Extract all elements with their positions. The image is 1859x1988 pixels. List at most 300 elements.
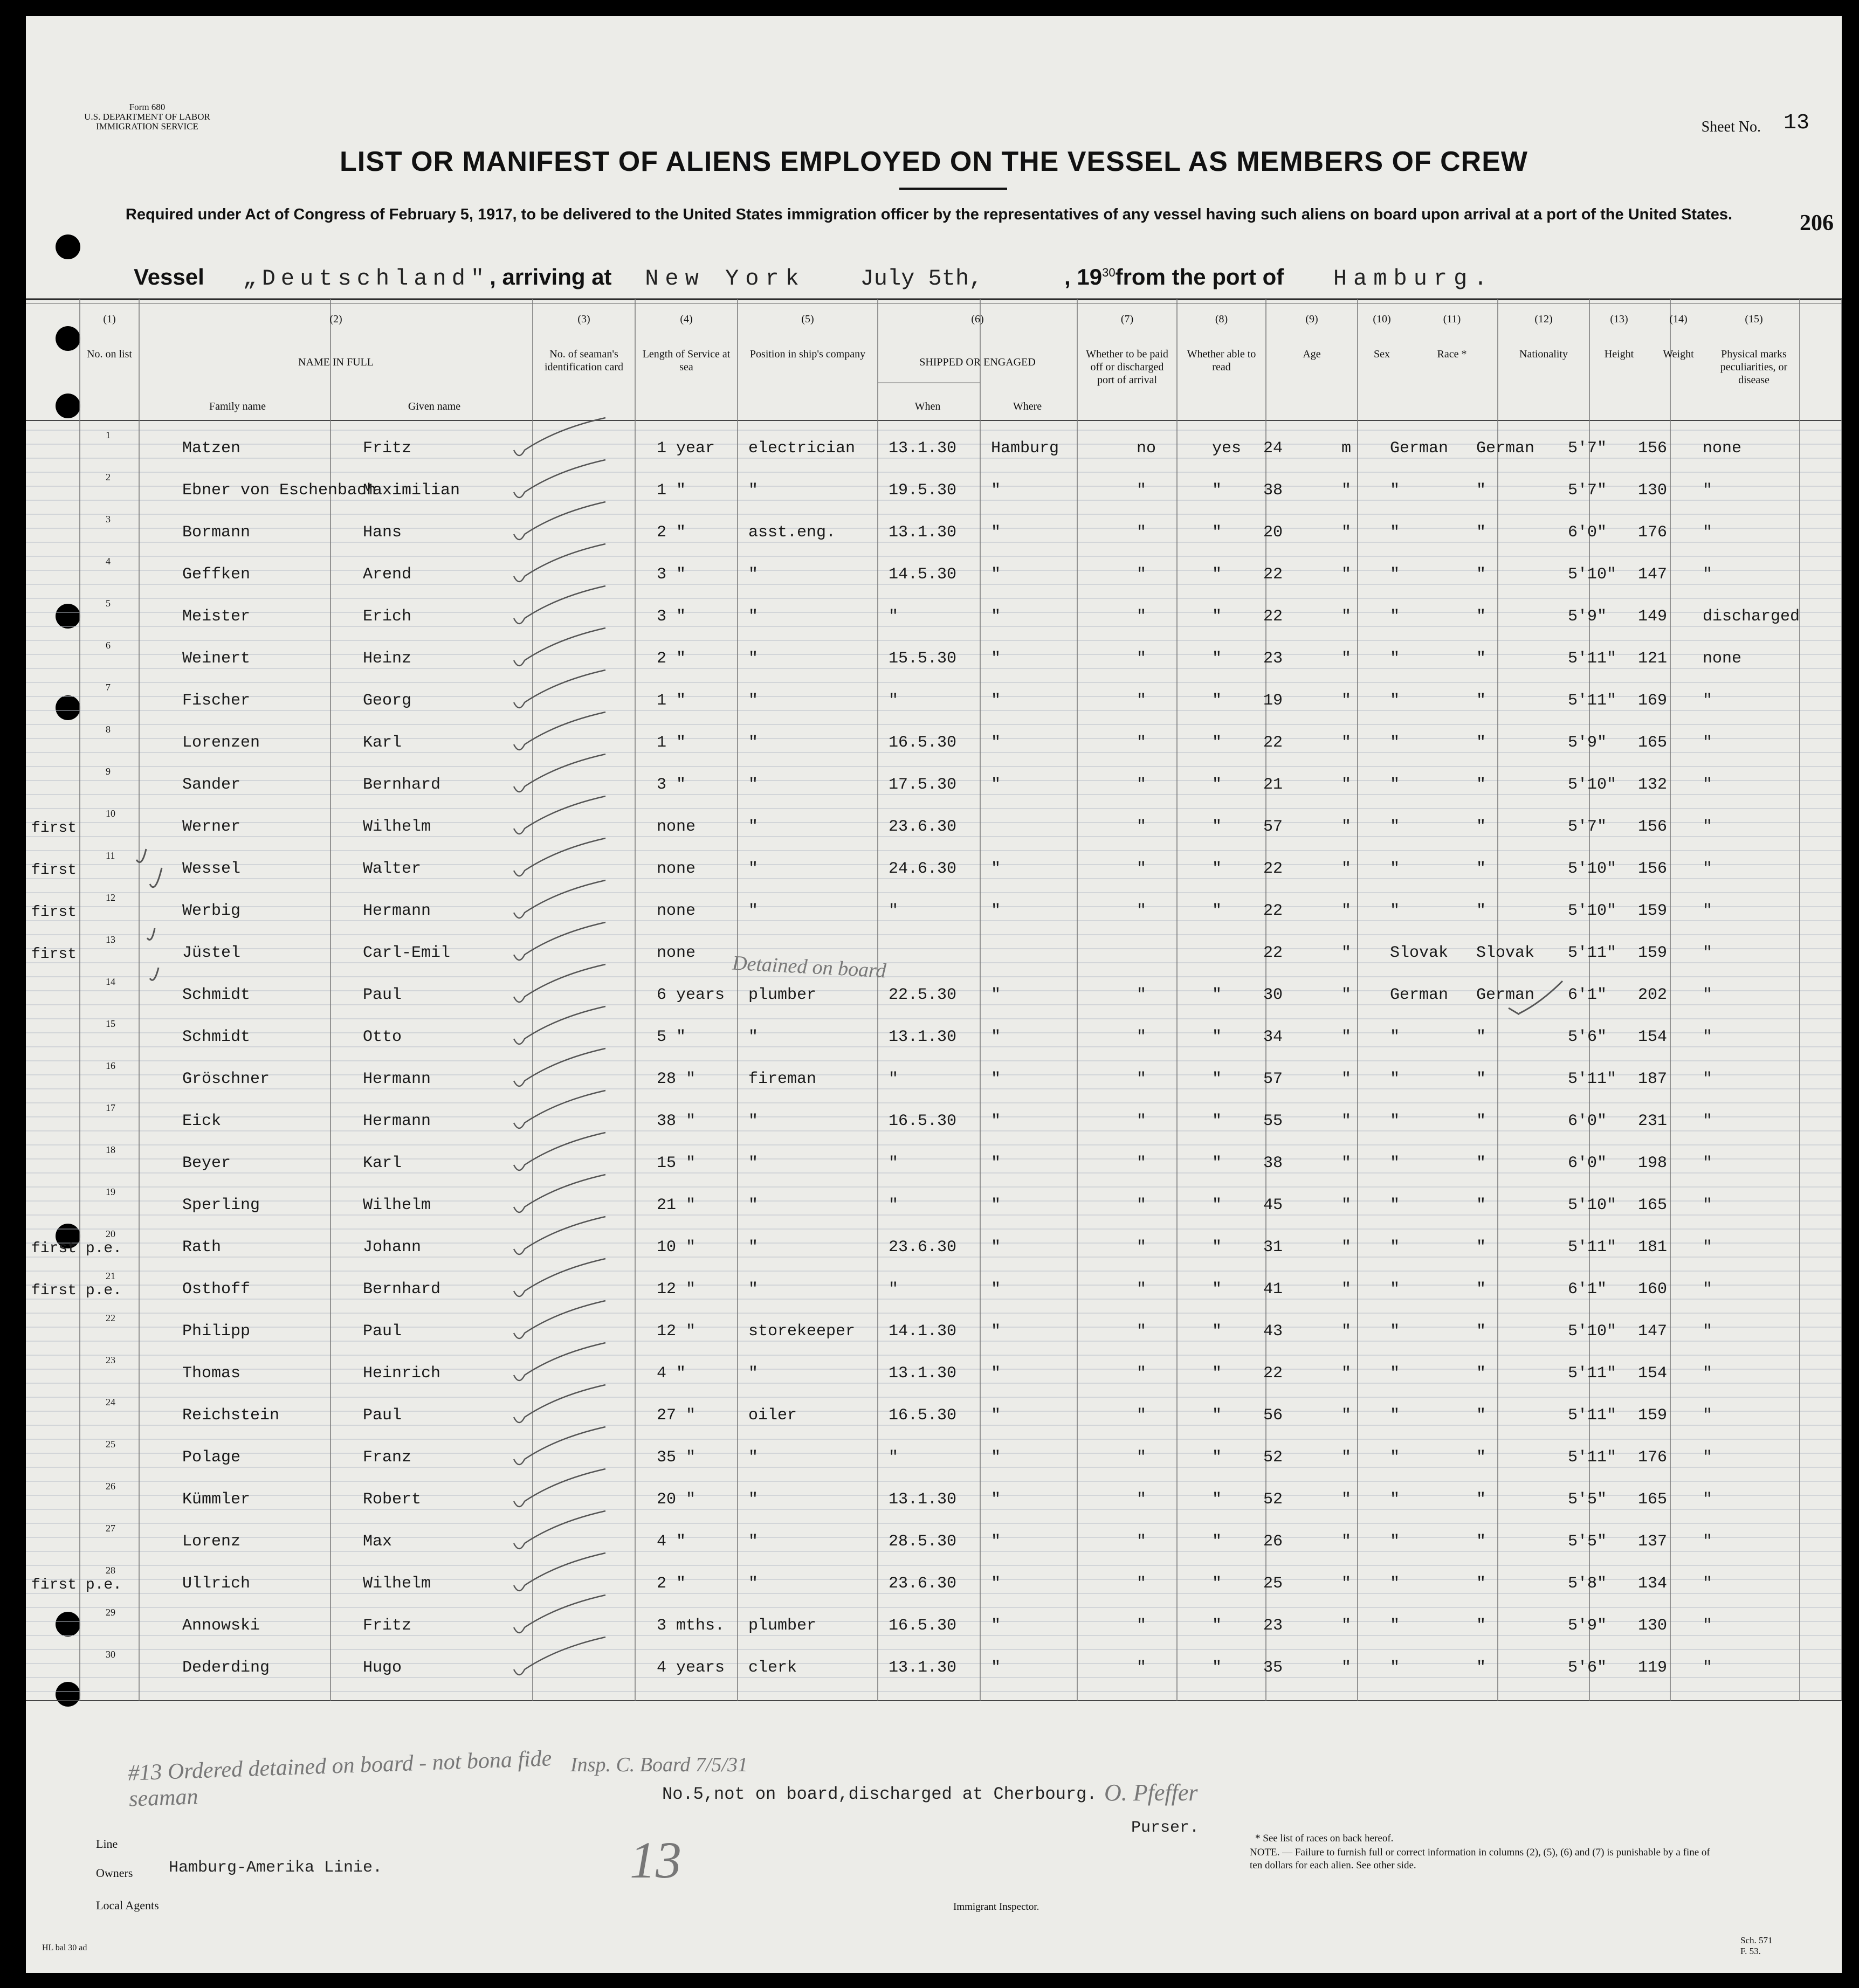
column-number: (15) <box>1745 313 1763 325</box>
physical-marks: discharged <box>1703 608 1800 626</box>
able-to-read: " <box>1212 1659 1222 1677</box>
nationality: " <box>1476 1659 1486 1677</box>
column-number: (8) <box>1215 313 1228 325</box>
given-name: Hermann <box>363 902 431 920</box>
given-name: Wilhelm <box>363 1196 431 1214</box>
sex: " <box>1341 1070 1352 1088</box>
able-to-read: " <box>1212 1364 1222 1383</box>
race: " <box>1390 1154 1400 1172</box>
shipped-when: 13.1.30 <box>889 1490 957 1509</box>
family-name: Rath <box>182 1238 222 1257</box>
able-to-read: " <box>1212 986 1222 1004</box>
paid-off: " <box>1137 1070 1147 1088</box>
print-code: HL bal 30 ad <box>42 1943 87 1952</box>
row-number: 19 <box>106 1186 115 1197</box>
length-of-service: none <box>657 902 696 920</box>
checkmark-group <box>136 849 1562 1014</box>
length-of-service: 3 mths. <box>657 1617 725 1635</box>
shipped-where: " <box>991 1533 1001 1551</box>
race: " <box>1390 1028 1400 1046</box>
cherbourg-note: No.5,not on board,discharged at Cherbourg. <box>662 1784 1097 1804</box>
family-name: Matzen <box>182 439 241 458</box>
age: 19 <box>1263 692 1283 710</box>
position: " <box>748 1154 759 1172</box>
races-note: * See list of races on back hereof. <box>1255 1833 1394 1844</box>
height: 5'9" <box>1568 1617 1607 1635</box>
shipped-where: " <box>991 1322 1001 1341</box>
age: 22 <box>1263 860 1283 878</box>
column-label: NAME IN FULL <box>298 356 374 368</box>
race: " <box>1390 1322 1400 1341</box>
length-of-service: 1 " <box>657 692 686 710</box>
weight: 154 <box>1638 1028 1668 1046</box>
family-name: Werbig <box>182 902 241 920</box>
nationality: " <box>1476 608 1486 626</box>
column-label: No. on list <box>87 348 132 360</box>
length-of-service: 2 " <box>657 650 686 668</box>
row-number: 20 <box>106 1228 115 1239</box>
margin-note: first p.e. <box>31 1282 122 1299</box>
paid-off: " <box>1137 776 1147 794</box>
shipped-when: " <box>889 1154 899 1172</box>
able-to-read: " <box>1212 481 1222 500</box>
physical-marks: " <box>1703 1280 1713 1299</box>
column-sublabel: Family name <box>209 401 266 412</box>
shipped-where: " <box>991 1448 1001 1467</box>
shipped-where: " <box>991 1154 1001 1172</box>
length-of-service: 4 " <box>657 1364 686 1383</box>
physical-marks: " <box>1703 818 1713 836</box>
race: " <box>1390 860 1400 878</box>
from-port: Hamburg. <box>1333 266 1494 292</box>
department: U.S. DEPARTMENT OF LABOR <box>84 112 210 122</box>
family-name: Dederding <box>182 1659 270 1677</box>
position: " <box>748 1533 759 1551</box>
able-to-read: " <box>1212 1238 1222 1257</box>
able-to-read: " <box>1212 1112 1222 1130</box>
race: " <box>1390 1070 1400 1088</box>
big-number: 13 <box>630 1831 681 1889</box>
given-name: Max <box>363 1533 393 1551</box>
weight: 156 <box>1638 860 1668 878</box>
length-of-service: 12 " <box>657 1280 696 1299</box>
column-label: Race * <box>1437 348 1467 360</box>
shipped-where: " <box>991 1406 1001 1425</box>
weight: 159 <box>1638 902 1668 920</box>
family-name: Wessel <box>182 860 241 878</box>
physical-marks: " <box>1703 565 1713 584</box>
race: " <box>1390 1364 1400 1383</box>
age: 20 <box>1263 523 1283 542</box>
height: 5'11" <box>1568 692 1617 710</box>
length-of-service: 28 " <box>657 1070 696 1088</box>
family-name: Osthoff <box>182 1280 251 1299</box>
family-name: Philipp <box>182 1322 251 1341</box>
family-name: Polage <box>182 1448 241 1467</box>
column-number: (14) <box>1669 313 1688 325</box>
shipped-when: 13.1.30 <box>889 1364 957 1383</box>
form-number: Form 680 <box>129 102 166 112</box>
family-name: Reichstein <box>182 1406 280 1425</box>
column-number: (13) <box>1610 313 1628 325</box>
paid-off: " <box>1137 608 1147 626</box>
physical-marks: " <box>1703 1322 1713 1341</box>
sex: " <box>1341 1322 1352 1341</box>
paid-off: " <box>1137 1280 1147 1299</box>
height: 5'10" <box>1568 1322 1617 1341</box>
pencil-annotations <box>26 16 1842 1973</box>
length-of-service: 20 " <box>657 1490 696 1509</box>
family-name: Bormann <box>182 523 251 542</box>
family-name: Fischer <box>182 692 251 710</box>
physical-marks: " <box>1703 1112 1713 1130</box>
paid-off: " <box>1137 523 1147 542</box>
family-name: Thomas <box>182 1364 241 1383</box>
shipped-when: " <box>889 608 899 626</box>
schedule-code: Sch. 571 <box>1740 1935 1773 1945</box>
given-name: Arend <box>363 565 412 584</box>
length-of-service: 2 " <box>657 1575 686 1593</box>
fine-note: NOTE. — Failure to furnish full or correct information in columns (2), (5), (6) and (7) is punishable by a fine of ten dollars for each alien. See other side. <box>1250 1847 1710 1871</box>
given-name: Hans <box>363 523 402 542</box>
shipped-when: 28.5.30 <box>889 1533 957 1551</box>
row-number: 22 <box>106 1313 115 1323</box>
check-mark <box>147 928 155 940</box>
sex: " <box>1341 608 1352 626</box>
column-label: Position in ship's company <box>749 348 866 360</box>
sex: " <box>1341 1028 1352 1046</box>
shipped-where: Hamburg <box>991 439 1059 458</box>
given-name: Otto <box>363 1028 402 1046</box>
length-of-service: 4 " <box>657 1533 686 1551</box>
sheet-label: Sheet No. <box>1701 119 1761 135</box>
paid-off: " <box>1137 481 1147 500</box>
family-name: Lorenz <box>182 1533 241 1551</box>
able-to-read: " <box>1212 523 1222 542</box>
race: German <box>1390 439 1449 458</box>
column-label: Sex <box>1374 348 1390 360</box>
paid-off: " <box>1137 818 1147 836</box>
row-number: 28 <box>106 1565 115 1576</box>
column-number: (6) <box>971 313 984 325</box>
physical-marks: " <box>1703 734 1713 752</box>
year-suffix: 30 <box>1102 266 1116 279</box>
length-of-service: none <box>657 860 696 878</box>
able-to-read: " <box>1212 1490 1222 1509</box>
age: 24 <box>1263 439 1283 458</box>
length-of-service: 10 " <box>657 1238 696 1257</box>
shipped-when: 22.5.30 <box>889 986 957 1004</box>
nationality: " <box>1476 1322 1486 1341</box>
shipped-when: 16.5.30 <box>889 1617 957 1635</box>
given-name: Robert <box>363 1490 422 1509</box>
nationality: German <box>1476 439 1535 458</box>
shipped-when: 19.5.30 <box>889 481 957 500</box>
weight: 159 <box>1638 944 1668 962</box>
shipped-when: " <box>889 902 899 920</box>
page-subtitle: Required under Act of Congress of February 5, 1917, to be delivered to the United States immigration officer by the representatives of any vessel having such aliens on board upon arrival at a port of the United States. <box>125 206 1733 223</box>
age: 26 <box>1263 1533 1283 1551</box>
weight: 159 <box>1638 1406 1668 1425</box>
paid-off: " <box>1137 1028 1147 1046</box>
given-name: Wilhelm <box>363 1575 431 1593</box>
given-name: Heinrich <box>363 1364 441 1383</box>
check-mark <box>150 868 162 887</box>
age: 22 <box>1263 1364 1283 1383</box>
arrival-port: New York <box>645 266 805 292</box>
physical-marks: " <box>1703 1575 1713 1593</box>
shipped-where: " <box>991 692 1001 710</box>
sex: " <box>1341 818 1352 836</box>
given-name: Georg <box>363 692 412 710</box>
race: " <box>1390 523 1400 542</box>
weight: 202 <box>1638 986 1668 1004</box>
column-label: SHIPPED OR ENGAGED <box>919 356 1036 368</box>
paid-off: " <box>1137 1406 1147 1425</box>
height: 5'6" <box>1568 1659 1607 1677</box>
family-name: Werner <box>182 818 241 836</box>
row-number: 29 <box>106 1607 115 1618</box>
sex: " <box>1341 860 1352 878</box>
given-name: Franz <box>363 1448 412 1467</box>
height: 5'11" <box>1568 650 1617 668</box>
length-of-service: 15 " <box>657 1154 696 1172</box>
physical-marks: " <box>1703 1028 1713 1046</box>
shipped-when: 14.1.30 <box>889 1322 957 1341</box>
given-name: Carl-Emil <box>363 944 451 962</box>
position: asst.eng. <box>748 523 836 542</box>
margin-note: first <box>31 946 77 963</box>
family-name: Beyer <box>182 1154 231 1172</box>
position: storekeeper <box>748 1322 856 1341</box>
given-name: Paul <box>363 1322 402 1341</box>
age: 22 <box>1263 944 1283 962</box>
race: " <box>1390 1406 1400 1425</box>
age: 30 <box>1263 986 1283 1004</box>
family-name: Kümmler <box>182 1490 251 1509</box>
race: German <box>1390 986 1449 1004</box>
given-name: Fritz <box>363 439 412 458</box>
given-name: Fritz <box>363 1617 412 1635</box>
position: " <box>748 734 759 752</box>
height: 5'10" <box>1568 860 1617 878</box>
able-to-read: " <box>1212 734 1222 752</box>
paid-off: " <box>1137 1196 1147 1214</box>
physical-marks: " <box>1703 1196 1713 1214</box>
physical-marks: " <box>1703 1533 1713 1551</box>
nationality: " <box>1476 650 1486 668</box>
length-of-service: 1 year <box>657 439 715 458</box>
family-name: Gröschner <box>182 1070 270 1088</box>
position: " <box>748 650 759 668</box>
row-number: 7 <box>106 682 111 693</box>
weight: 176 <box>1638 523 1668 542</box>
age: 56 <box>1263 1406 1283 1425</box>
height: 5'9" <box>1568 734 1607 752</box>
arriving-label: , arriving at <box>490 264 612 289</box>
weight: 187 <box>1638 1070 1668 1088</box>
column-number: (12) <box>1534 313 1553 325</box>
shipped-when: 15.5.30 <box>889 650 957 668</box>
given-name: Maximilian <box>363 481 460 500</box>
shipped-where: " <box>991 986 1001 1004</box>
given-name: Bernhard <box>363 1280 441 1299</box>
shipped-where: " <box>991 1028 1001 1046</box>
column-number: (7) <box>1120 313 1134 325</box>
shipped-where: " <box>991 1364 1001 1383</box>
age: 22 <box>1263 734 1283 752</box>
length-of-service: 3 " <box>657 776 686 794</box>
from-label: from the port of <box>1115 264 1284 289</box>
column-number: (3) <box>577 313 590 325</box>
able-to-read: " <box>1212 1070 1222 1088</box>
paid-off: " <box>1137 1364 1147 1383</box>
weight: 156 <box>1638 439 1668 458</box>
height: 5'6" <box>1568 1028 1607 1046</box>
physical-marks: " <box>1703 481 1713 500</box>
race: " <box>1390 650 1400 668</box>
length-of-service: 6 years <box>657 986 725 1004</box>
shipped-when: 14.5.30 <box>889 565 957 584</box>
race: " <box>1390 1280 1400 1299</box>
able-to-read: " <box>1212 1028 1222 1046</box>
family-name: Schmidt <box>182 1028 251 1046</box>
column-number: (4) <box>680 313 693 325</box>
shipped-when: " <box>889 1280 899 1299</box>
column-sublabel: When <box>914 401 941 412</box>
given-name: Hugo <box>363 1659 402 1677</box>
nationality: " <box>1476 1448 1486 1467</box>
position: " <box>748 1490 759 1509</box>
weight: 132 <box>1638 776 1668 794</box>
age: 22 <box>1263 565 1283 584</box>
able-to-read: " <box>1212 860 1222 878</box>
weight: 149 <box>1638 608 1668 626</box>
race: Slovak <box>1390 944 1449 962</box>
position: " <box>748 1364 759 1383</box>
given-name: Bernhard <box>363 776 441 794</box>
age: 57 <box>1263 1070 1283 1088</box>
age: 34 <box>1263 1028 1283 1046</box>
given-name: Paul <box>363 986 402 1004</box>
handwritten-note: #13 Ordered detained on board - not bona fide seaman <box>127 1746 552 1812</box>
height: 5'11" <box>1568 1238 1617 1257</box>
purser-signature: O. Pfeffer <box>1104 1779 1198 1806</box>
physical-marks: none <box>1703 650 1742 668</box>
able-to-read: " <box>1212 1533 1222 1551</box>
sex: " <box>1341 776 1352 794</box>
shipped-where: " <box>991 860 1001 878</box>
margin-note: first <box>31 862 77 879</box>
height: 5'11" <box>1568 1364 1617 1383</box>
margin-note: first p.e. <box>31 1240 122 1257</box>
weight: 134 <box>1638 1575 1668 1593</box>
sex: " <box>1341 523 1352 542</box>
weight: 160 <box>1638 1280 1668 1299</box>
able-to-read: yes <box>1212 439 1242 458</box>
sex: " <box>1341 1112 1352 1130</box>
shipped-where: " <box>991 1659 1001 1677</box>
length-of-service: 35 " <box>657 1448 696 1467</box>
weight: 130 <box>1638 1617 1668 1635</box>
shipped-when: 13.1.30 <box>889 1028 957 1046</box>
length-of-service: 3 " <box>657 608 686 626</box>
length-of-service: 38 " <box>657 1112 696 1130</box>
nationality: " <box>1476 1154 1486 1172</box>
shipped-when: 13.1.30 <box>889 523 957 542</box>
given-name: Wilhelm <box>363 818 431 836</box>
shipped-when: " <box>889 1196 899 1214</box>
nationality: " <box>1476 1280 1486 1299</box>
local-agents-label: Local Agents <box>96 1899 159 1912</box>
shipped-where: " <box>991 776 1001 794</box>
column-number: (11) <box>1443 313 1461 325</box>
height: 5'10" <box>1568 565 1617 584</box>
year-prefix: , 19 <box>1064 264 1103 289</box>
age: 21 <box>1263 776 1283 794</box>
physical-marks: none <box>1703 439 1742 458</box>
weight: 231 <box>1638 1112 1668 1130</box>
able-to-read: " <box>1212 692 1222 710</box>
physical-marks: " <box>1703 1659 1713 1677</box>
shipped-where: " <box>991 1196 1001 1214</box>
nationality: German <box>1476 986 1535 1004</box>
margin-note: first <box>31 904 77 921</box>
shipped-when: 13.1.30 <box>889 439 957 458</box>
age: 23 <box>1263 650 1283 668</box>
physical-marks: " <box>1703 860 1713 878</box>
length-of-service: 4 years <box>657 1659 725 1677</box>
weight: 121 <box>1638 650 1668 668</box>
height: 5'7" <box>1568 481 1607 500</box>
column-label: Whether to be paid off or discharged port of arrival <box>1086 348 1168 386</box>
manifest-sheet <box>26 16 1842 1973</box>
shipped-where: " <box>991 734 1001 752</box>
age: 55 <box>1263 1112 1283 1130</box>
row-number: 23 <box>106 1355 115 1365</box>
family-name: Geffken <box>182 565 251 584</box>
able-to-read: " <box>1212 818 1222 836</box>
height: 5'10" <box>1568 1196 1617 1214</box>
check-mark <box>1519 981 1562 1013</box>
age: 25 <box>1263 1575 1283 1593</box>
weight: 169 <box>1638 692 1668 710</box>
length-of-service: 21 " <box>657 1196 696 1214</box>
physical-marks: " <box>1703 776 1713 794</box>
race: " <box>1390 1659 1400 1677</box>
vessel-label: Vessel <box>134 264 204 289</box>
race: " <box>1390 565 1400 584</box>
family-name: Lorenzen <box>182 734 260 752</box>
nationality: " <box>1476 1406 1486 1425</box>
weight: 147 <box>1638 1322 1668 1341</box>
sex: " <box>1341 1154 1352 1172</box>
shipped-when: " <box>889 1070 899 1088</box>
sex: " <box>1341 1490 1352 1509</box>
physical-marks: " <box>1703 1364 1713 1383</box>
weight: 198 <box>1638 1154 1668 1172</box>
weight: 165 <box>1638 1196 1668 1214</box>
race: " <box>1390 481 1400 500</box>
nationality: " <box>1476 776 1486 794</box>
given-name: Hermann <box>363 1112 431 1130</box>
physical-marks: " <box>1703 902 1713 920</box>
detained-annotation: Detained on board <box>732 951 887 983</box>
nationality: " <box>1476 1533 1486 1551</box>
paid-off: " <box>1137 1533 1147 1551</box>
nationality: " <box>1476 481 1486 500</box>
age: 38 <box>1263 1154 1283 1172</box>
